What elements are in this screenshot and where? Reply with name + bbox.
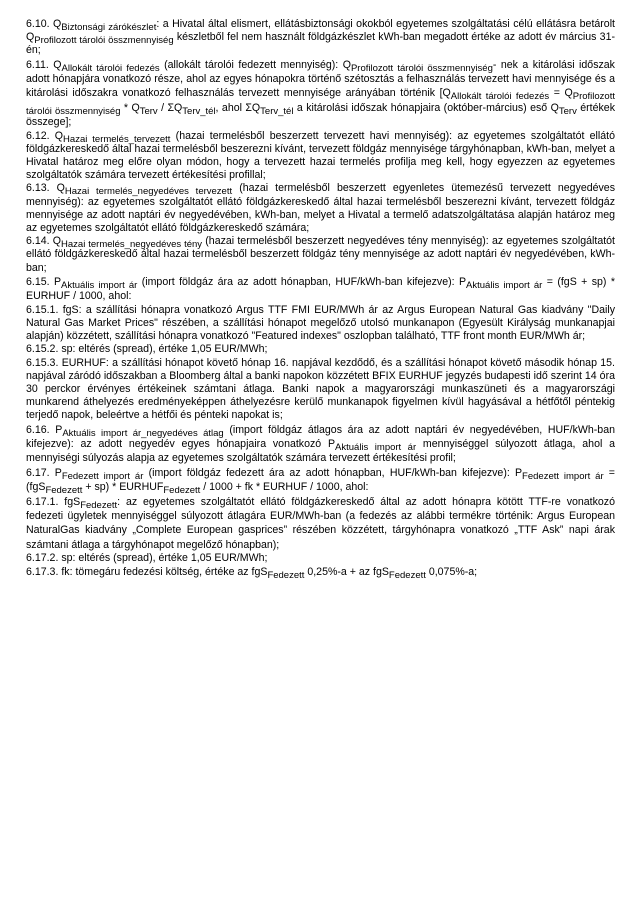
body-text: : a Hivatal által elismert, ellátásbiztonsági okokból egyetemes szolgáltatási célú ellátásra betárolt Q — [26, 18, 615, 44]
body-text: 6.12. Q — [26, 129, 64, 142]
paragraph-6-13 — [26, 182, 615, 235]
body-text: / ΣQ — [157, 101, 183, 114]
paragraph-6-17-1 — [26, 495, 615, 553]
body-text: - — [492, 58, 497, 71]
subscript-text: Profilozott tárolói összmennyiség — [26, 91, 615, 117]
body-text: : az egyetemes szolgáltatót ellátó földgázkereskedő által az adott hónapra kötött TTF-re vonatkozó fedezeti ügyletek mennyiséggel súlyozott átlagára EUR/MWh-ban (a fedezés az alábbi termékre történik: Argus European NaturalGas kiadvány „Complete European gasprices” részében közzétett, tárgyhónapra vonatkozó „TTF Ask” napi árak számtani átlaga a tárgyhónapot megelőző hónapban); — [26, 495, 615, 551]
subscript-text: Aktuális import ár_negyedéves átlag — [62, 427, 224, 439]
body-text: a kitárolási időszak hónapjaira (október-március) eső Q — [293, 101, 559, 114]
subscript-text: Fedezett — [80, 499, 118, 511]
subscript-text: Terv_tél — [182, 105, 216, 117]
body-text: 6.11. Q — [26, 58, 62, 71]
subscript-text: Terv — [558, 105, 577, 117]
paragraph-6-12 — [26, 130, 615, 183]
body-text: nek a kitárolási időszak adott hónapjára vonatkozó része, ahol az egyes hónapokra történő szétosztás a felhasználás tervezett havi mennyisége és a kitárolási időszakra vonatkozó felhasználás tervezett mennyisége arányában történik [Q — [26, 58, 615, 100]
subscript-text: Biztonsági zárókészlet — [61, 22, 157, 33]
subscript-text: Allokált tárolói fedezés — [450, 91, 550, 103]
paragraph-6-15-2 — [26, 343, 615, 356]
body-text: (import földgáz fedezett ára az adott hónapban, HUF/kWh-ban kifejezve): P — [143, 466, 523, 479]
body-text: értékek összege]; — [26, 101, 616, 129]
subscript-text: Allokált tárolói fedezés — [61, 62, 160, 74]
subscript-text: Fedezett import ár — [522, 470, 604, 482]
body-text: + sp) * EURHUF — [82, 481, 164, 494]
paragraph-6-17-3 — [26, 565, 615, 582]
body-text: * Q — [120, 101, 140, 114]
body-text: (hazai termelésből beszerzett tervezett havi mennyiség): az egyetemes szolgáltatót ellátó földgázkereskedő által hazai termelésből beszerezni kívánt, tervezett földgáz mennyisége tárgyhónapban, kWh-ban, melyet a Hivatal határoz meg előre olyan módon, hogy a tervezett hazai termelés profilja meg kell, hogy egyezzen az egyetemes szolgáltatók számára tervezett értékesítési profillal; — [26, 129, 615, 182]
body-text: 0,075%-a; — [425, 566, 478, 579]
subscript-text: Fedezett — [45, 485, 83, 497]
body-text: készletből fel nem használt földgázkészlet kWh-ban megadott értéke az adott év március 31-én; — [26, 31, 615, 57]
body-text: (hazai termelésből beszerzett negyedéves tény mennyiség): az egyetemes szolgáltatót ellátó földgázkereskedő által hazai termelésből beszerzett földgáz tény mennyisége az adott naptári év negyedévében, kWh-ban; — [26, 235, 616, 274]
body-text: 6.10. Q — [26, 18, 62, 30]
body-text: = Q — [549, 87, 573, 100]
body-text: 6.17.3. fk: tömegáru fedezési költség, értéke az fgS — [26, 566, 268, 579]
subscript-text: Terv_tél — [260, 105, 294, 117]
body-text: 6.17.1. fgS — [26, 495, 81, 508]
subscript-text: Fedezett — [163, 485, 201, 497]
paragraph-6-15-3 — [26, 357, 615, 423]
paragraph-6-17 — [26, 466, 615, 495]
body-text: 6.15.3. EURHUF: a szállítási hónapot követő hónap 16. napjával kezdődő, és a szállítási hónapot követő második hónap 15. napjával záródó időszakban a Bloomberg által a banki napokon közzétett BFIX EURHUF jegyzés budapesti idő szerint 14 óra 30 perckor érvényes értékeinek számtani átlaga. Banki napok a magyarországi munkaszüneti és a magyarországi munkarend áthelyezés eredményeképpen áthelyezésre kerülő munkanapok figyelmen kívül hagyásával a hétfőtől péntekig terjedő napok, beleértve a hétfői és pénteki napokat is; — [26, 356, 615, 422]
subscript-text: Aktuális import ár — [466, 279, 543, 291]
subscript-text: Aktuális import ár — [61, 279, 138, 291]
subscript-text: Hazai termelés_negyedéves tény — [61, 239, 203, 251]
subscript-text: Hazai termelés_tervezett — [63, 133, 171, 145]
paragraph-6-15 — [26, 275, 615, 304]
body-text: (allokált tárolói fedezett mennyiség): Q — [159, 58, 351, 71]
body-text: 0,25%-a + az fgS — [304, 566, 389, 579]
body-text: / 1000 + fk * EURHUF / 1000, ahol: — [200, 481, 369, 494]
subscript-text: Aktuális import ár — [335, 441, 417, 453]
body-text: , ahol ΣQ — [215, 101, 261, 114]
body-text: 6.16. P — [26, 423, 63, 436]
body-text: 6.13. Q — [26, 182, 65, 195]
body-text: 6.15.1. fgS: a szállítási hónapra vonatkozó Argus TTF FMI EUR/MWh ár az Argus European Natural Gas kiadvány "Daily Natural Gas Market Prices" részében, a szállítási hónapot megelőző utolsó munkanapon (Egyesült Királyság munkanapjai alapján) közzétett, szállítási hónapra vonatkozó "Featured indexes" oszlopban található, TTF front month EUR/MWh ár; — [26, 303, 615, 343]
body-text: 6.17.2. sp: eltérés (spread), értéke 1,05 EUR/MWh; — [26, 552, 268, 565]
paragraph-6-16 — [26, 423, 615, 466]
body-text: (hazai termelésből beszerzett egyenletes ütemezésű tervezett negyedéves mennyiség): az egyetemes szolgáltatót ellátó földgázkereskedő által hazai termelésből beszerezni kívánt, tervezett földgáz mennyisége az adott naptári év negyedévében, kWh-ban, melyet a Hivatal a termelő adatszolgáltatása alapján határoz meg az egyetemes szolgáltatót ellátó földgázkereskedő számára; — [26, 182, 615, 235]
subscript-text: Terv — [139, 105, 158, 117]
body-text: 6.15. P — [26, 275, 62, 288]
paragraph-6-17-2 — [26, 552, 615, 565]
paragraph-6-11 — [26, 58, 615, 130]
body-text: (import földgáz ára az adott hónapban, HUF/kWh-ban kifejezve): P — [137, 275, 467, 288]
body-text: 6.17. P — [26, 466, 62, 479]
body-text: (import földgáz átlagos ára az adott naptári év negyedévében, HUF/kWh-ban kifejezve): az adott negyedév egyes hónapjaira vonatkozó P — [26, 423, 615, 450]
body-text: 6.14. Q — [26, 235, 62, 248]
paragraph-6-10 — [26, 18, 615, 58]
body-text: 6.15.2. sp: eltérés (spread), értéke 1,05 EUR/MWh; — [26, 343, 268, 356]
subscript-text: Profilozott tárolói összmennyiség — [350, 62, 493, 74]
paragraph-6-14 — [26, 235, 615, 275]
body-text: mennyiséggel súlyozott átlaga, ahol a mennyiségi súlyozás alapja az egyetemes szolgáltatók számára tervezett értékesítési profil; — [26, 437, 616, 465]
subscript-text: Profilozott tárolói összmennyiség — [34, 35, 174, 47]
body-text: = (fgS + sp) * EURHUF / 1000, ahol: — [26, 275, 615, 303]
paragraph-6-15-1 — [26, 304, 615, 344]
subscript-text: Fedezett — [267, 570, 305, 582]
body-text: = (fgS — [26, 466, 615, 494]
subscript-text: Fedezett import ár — [61, 470, 144, 482]
subscript-text: Hazai termelés_negyedéves tervezett — [64, 186, 233, 198]
subscript-text: Fedezett — [388, 570, 426, 582]
